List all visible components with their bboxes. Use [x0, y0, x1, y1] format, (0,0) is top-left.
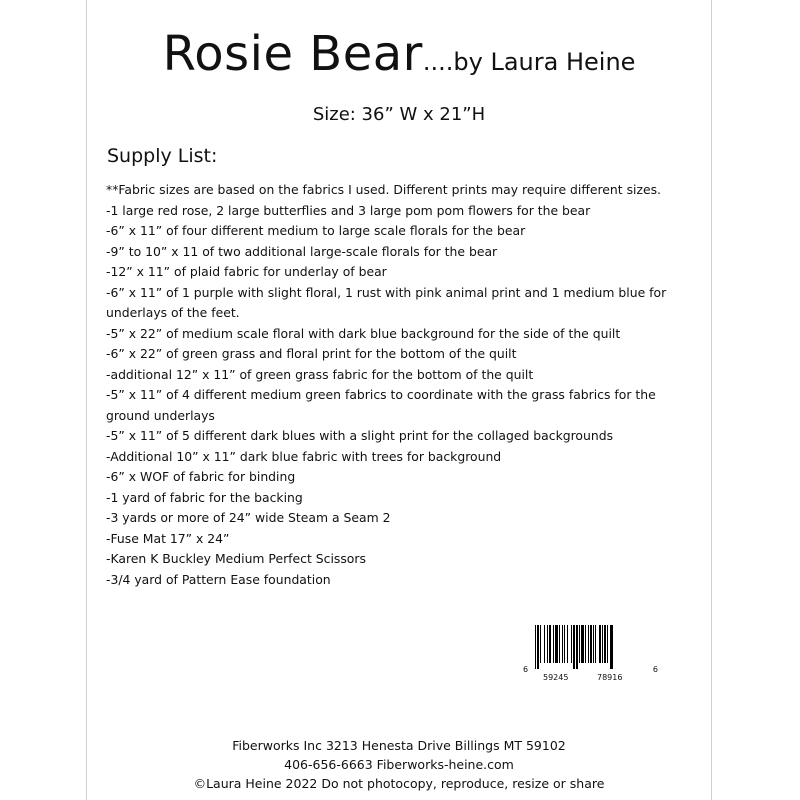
barcode-digit-first: 6 — [523, 665, 529, 674]
footer-contact: 406-656-6663 Fiberworks-heine.com — [284, 757, 514, 772]
barcode-bar — [599, 625, 601, 663]
list-item: -3/4 yard of Pattern Ease foundation — [106, 571, 331, 587]
list-item: -Karen K Buckley Medium Perfect Scissors — [106, 551, 366, 566]
list-item: -6” x WOF of fabric for binding — [106, 469, 296, 484]
list-item: -5” x 22” of medium scale floral with dark blue background for the side of the quilt — [106, 325, 621, 341]
barcode-digit-last: 6 — [652, 665, 658, 674]
list-item: -Additional 10” x 11” dark blue fabric with trees for background — [106, 448, 502, 464]
barcode-bar — [549, 625, 551, 663]
list-item: -12” x 11” of plaid fabric for underlay of bear — [106, 264, 387, 279]
barcode-bar — [535, 625, 536, 669]
pattern-title: Rosie Bear — [162, 26, 423, 82]
list-item: -5” x 11” of 5 different dark blues with a slight print for the collaged backgrounds — [106, 428, 614, 443]
barcode-bar — [553, 625, 554, 663]
list-item: **Fabric sizes are based on the fabrics I used. Different prints may require different sizes. — [106, 182, 661, 197]
barcode-bar — [540, 625, 541, 663]
list-item: -1 large red rose, 2 large butterflies and 3 large pom pom flowers for the bear — [106, 202, 591, 218]
supply-list — [106, 180, 691, 590]
barcode-bars — [535, 625, 641, 669]
barcode-bar — [537, 625, 539, 669]
barcode-bar — [602, 625, 603, 663]
list-item: -9” to 10” x 11 of two additional large-scale florals for the bear — [106, 243, 498, 259]
footer — [87, 736, 711, 793]
barcode-bar — [567, 625, 568, 663]
barcode-bar — [564, 625, 565, 663]
barcode-bar — [544, 625, 545, 663]
barcode-bar — [607, 625, 608, 663]
barcode-bar — [555, 625, 558, 663]
finished-size: Size: 36” W x 21”H — [312, 104, 486, 125]
list-item: -1 yard of fabric for the backing — [106, 489, 303, 505]
footer-address: Fiberworks Inc 3213 Henesta Drive Billings MT 59102 — [232, 738, 566, 753]
list-item: -Fuse Mat 17” x 24” — [106, 530, 230, 546]
barcode-bar — [590, 625, 592, 663]
list-item: -3 yards or more of 24” wide Steam a Seam 2 — [106, 510, 391, 525]
barcode-bar — [593, 625, 594, 663]
barcode-bar — [585, 625, 586, 663]
barcode-bar — [562, 625, 563, 663]
barcode-bar — [573, 625, 575, 669]
barcode-bar — [579, 625, 580, 663]
barcode-bar — [588, 625, 589, 663]
barcode — [523, 625, 658, 683]
barcode-bar — [576, 625, 578, 669]
page-title — [87, 26, 711, 82]
barcode-bar — [604, 625, 606, 663]
supply-list-heading: Supply List: — [107, 145, 218, 167]
list-item: -5” x 11” of 4 different medium green fabrics to coordinate with the grass fabrics for the ground underlays — [106, 387, 656, 423]
footer-copyright: ©Laura Heine 2022 Do not photocopy, reproduce, resize or share — [193, 776, 605, 791]
pattern-author: ....by Laura Heine — [422, 48, 636, 76]
barcode-bar — [571, 625, 572, 663]
barcode-digits-left: 59245 — [543, 673, 569, 682]
barcode-bar — [581, 625, 584, 663]
pattern-back-page — [86, 0, 712, 800]
barcode-bar — [595, 625, 596, 663]
barcode-bar — [610, 625, 613, 669]
barcode-bar — [547, 625, 548, 663]
barcode-bar — [559, 625, 560, 663]
list-item: -6” x 22” of green grass and floral print for the bottom of the quilt — [106, 346, 517, 361]
list-item: -6” x 11” of four different medium to large scale florals for the bear — [106, 223, 526, 238]
list-item: -additional 12” x 11” of green grass fabric for the bottom of the quilt — [106, 366, 534, 382]
list-item: -6” x 11” of 1 purple with slight floral, 1 rust with pink animal print and 1 medium blue for underlays of the feet. — [106, 284, 667, 320]
barcode-digits-right: 78916 — [597, 673, 623, 682]
